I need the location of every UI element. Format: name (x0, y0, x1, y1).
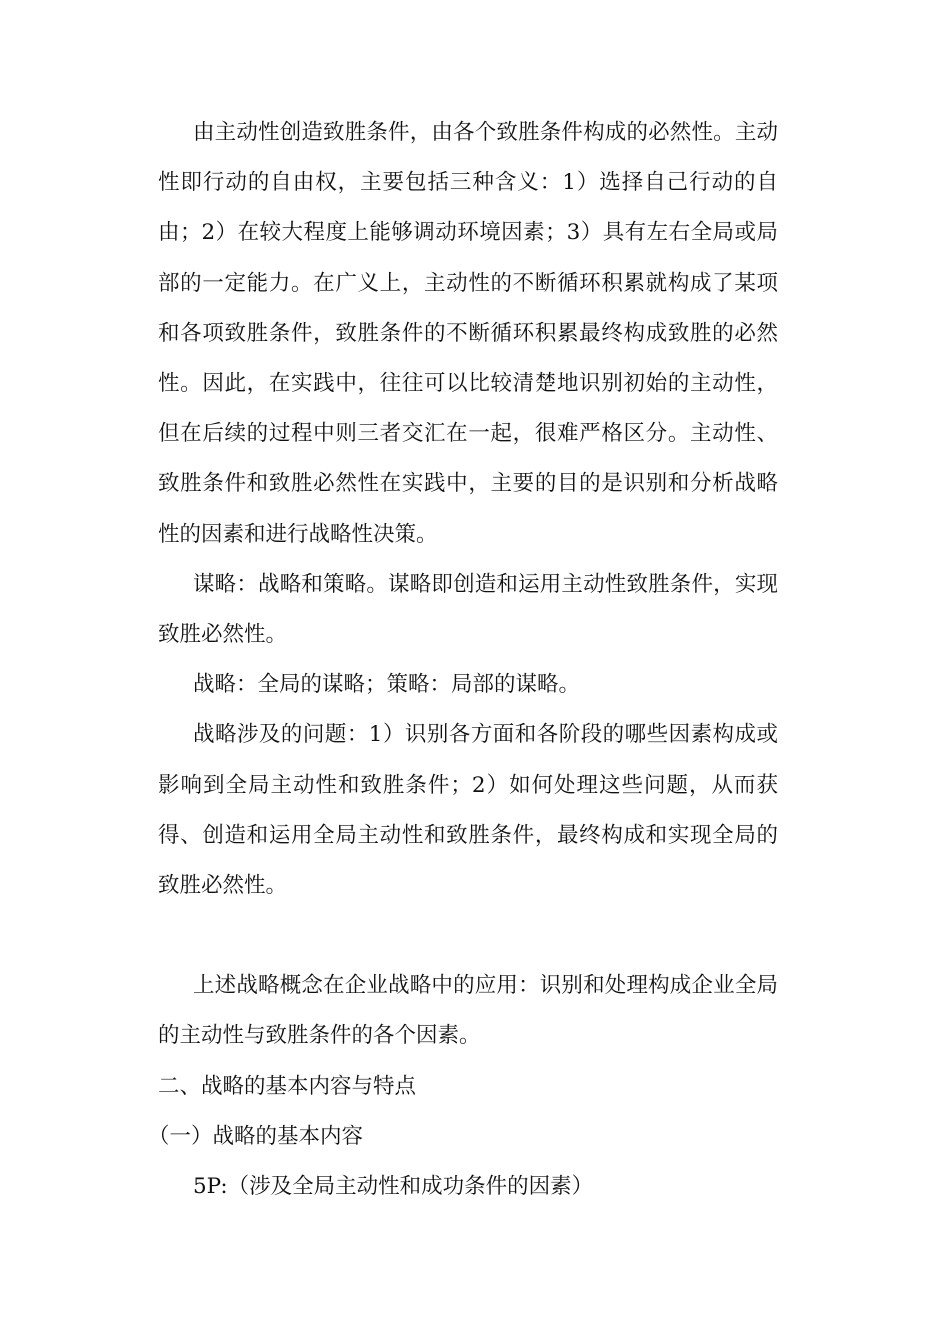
paragraph-strategy-definition: 战略：全局的谋略；策略：局部的谋略。 (193, 672, 581, 698)
five-p-line: 5P:（涉及全局主动性和成功条件的因素） (193, 1174, 594, 1200)
subsection-heading: （一）战略的基本内容 (148, 1123, 364, 1149)
section-heading: 二、战略的基本内容与特点 (158, 1073, 417, 1099)
document-page (148, 108, 778, 1212)
paragraph-initiative: 由主动性创造致胜条件，由各个致胜条件构成的必然性。主动性即行动的自由权，主要包括三种含义：1）选择自己行动的自由；2）在较大程度上能够调动环境因素；3）具有左右全局或局部的一定能力。在广义上，主动性的不断循环积累就构成了某项和各项致胜条件，致胜条件的不断循环积累最终构成致胜的必然性。因此，在实践中，往往可以比较清楚地识别初始的主动性，但在后续的过程中则三者交汇在一起，很难严格区分。主动性、致胜条件和致胜必然性在实践中，主要的目的是识别和分析战略性的因素和进行战略性决策。 (158, 120, 778, 547)
blank-line (158, 911, 778, 961)
paragraph-enterprise-application: 上述战略概念在企业战略中的应用：识别和处理构成企业全局的主动性与致胜条件的各个因素。 (158, 973, 778, 1049)
paragraph-stratagem: 谋略：战略和策略。谋略即创造和运用主动性致胜条件，实现致胜必然性。 (158, 571, 778, 648)
paragraph-strategy-issues: 战略涉及的问题：1）识别各方面和各阶段的哪些因素构成或影响到全局主动性和致胜条件；2）如何处理这些问题，从而获得、创造和运用全局主动性和致胜条件，最终构成和实现全局的致胜必然性。 (158, 722, 778, 899)
